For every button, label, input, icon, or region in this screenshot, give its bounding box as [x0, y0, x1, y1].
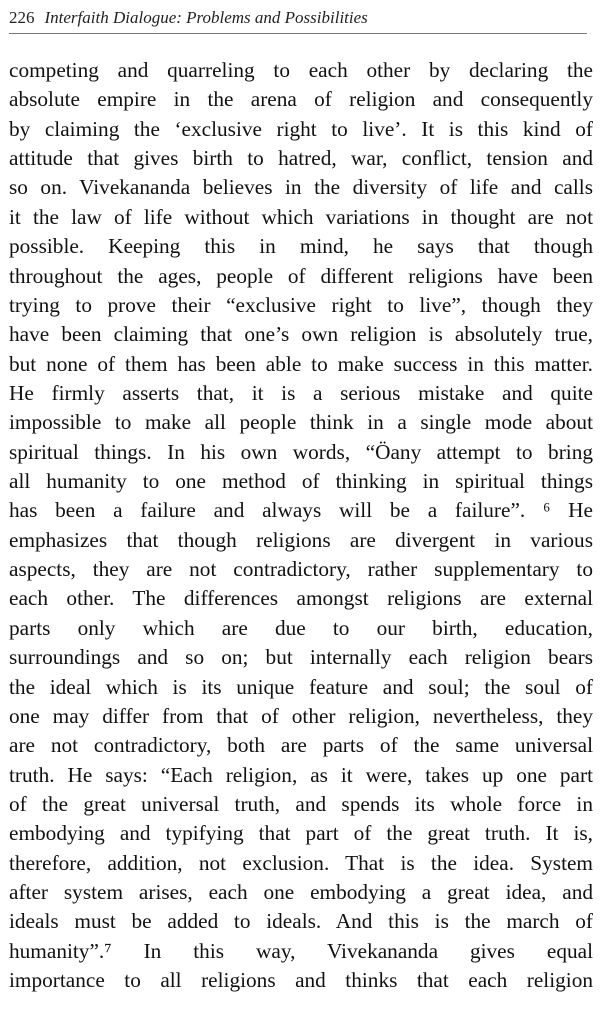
text-line: competing and quarreling to each other by declaring the	[9, 58, 593, 82]
text-line: but none of them has been able to make success in this matter.	[9, 351, 593, 376]
body-paragraph	[9, 56, 593, 996]
text-line: importance to all religions and thinks that each religion	[9, 968, 593, 993]
text-line: it the law of life without which variations in thought are not	[9, 204, 593, 229]
text-line: each other. The differences amongst religions are external	[9, 586, 593, 611]
text-line: throughout the ages, people of different religions have been	[9, 263, 593, 288]
text-line: humanity”.⁷ In this way, Vivekananda gives equal	[9, 938, 593, 963]
text-line: embodying and typifying that part of the great truth. It is,	[9, 821, 593, 846]
text-line: the ideal which is its unique feature and soul; the soul of	[9, 674, 593, 699]
text-line: absolute empire in the arena of religion and consequently	[9, 87, 593, 112]
text-line: have been claiming that one’s own religion is absolutely true,	[9, 322, 593, 347]
text-line: ideals must be added to ideals. And this is the march of	[9, 909, 593, 934]
text-line: has been a failure and always will be a failure”. ⁶ He	[9, 498, 593, 523]
text-line: all humanity to one method of thinking in spiritual things	[9, 469, 593, 494]
text-line: attitude that gives birth to hatred, war, conflict, tension and	[9, 146, 593, 171]
text-line: one may differ from that of other religion, nevertheless, they	[9, 703, 593, 728]
text-line: are not contradictory, both are parts of the same universal	[9, 733, 593, 758]
text-line: after system arises, each one embodying a great idea, and	[9, 880, 593, 905]
text-line: impossible to make all people think in a single mode about	[9, 410, 593, 435]
text-line: He firmly asserts that, it is a serious mistake and quite	[9, 380, 593, 405]
header-rule	[9, 33, 587, 34]
text-line: of the great universal truth, and spends its whole force in	[9, 791, 593, 816]
text-line: emphasizes that though religions are divergent in various	[9, 527, 593, 552]
running-title: Interfaith Dialogue: Problems and Possibilities	[44, 8, 368, 27]
text-line: parts only which are due to our birth, education,	[9, 615, 593, 640]
text-line: so on. Vivekananda believes in the diversity of life and calls	[9, 175, 593, 200]
running-header	[9, 8, 589, 34]
text-line: therefore, addition, not exclusion. That is the idea. System	[9, 850, 593, 875]
text-line: aspects, they are not contradictory, rather supplementary to	[9, 557, 593, 582]
text-line: spiritual things. In his own words, “Öany attempt to bring	[9, 439, 593, 464]
page-number: 226	[9, 8, 35, 27]
text-line: surroundings and so on; but internally each religion bears	[9, 645, 593, 670]
text-line: trying to prove their “exclusive right to live”, though they	[9, 292, 593, 317]
text-line: possible. Keeping this in mind, he says that though	[9, 234, 593, 259]
text-line: by claiming the ‘exclusive right to live’. It is this kind of	[9, 116, 593, 141]
text-line: truth. He says: “Each religion, as it were, takes up one part	[9, 762, 593, 787]
